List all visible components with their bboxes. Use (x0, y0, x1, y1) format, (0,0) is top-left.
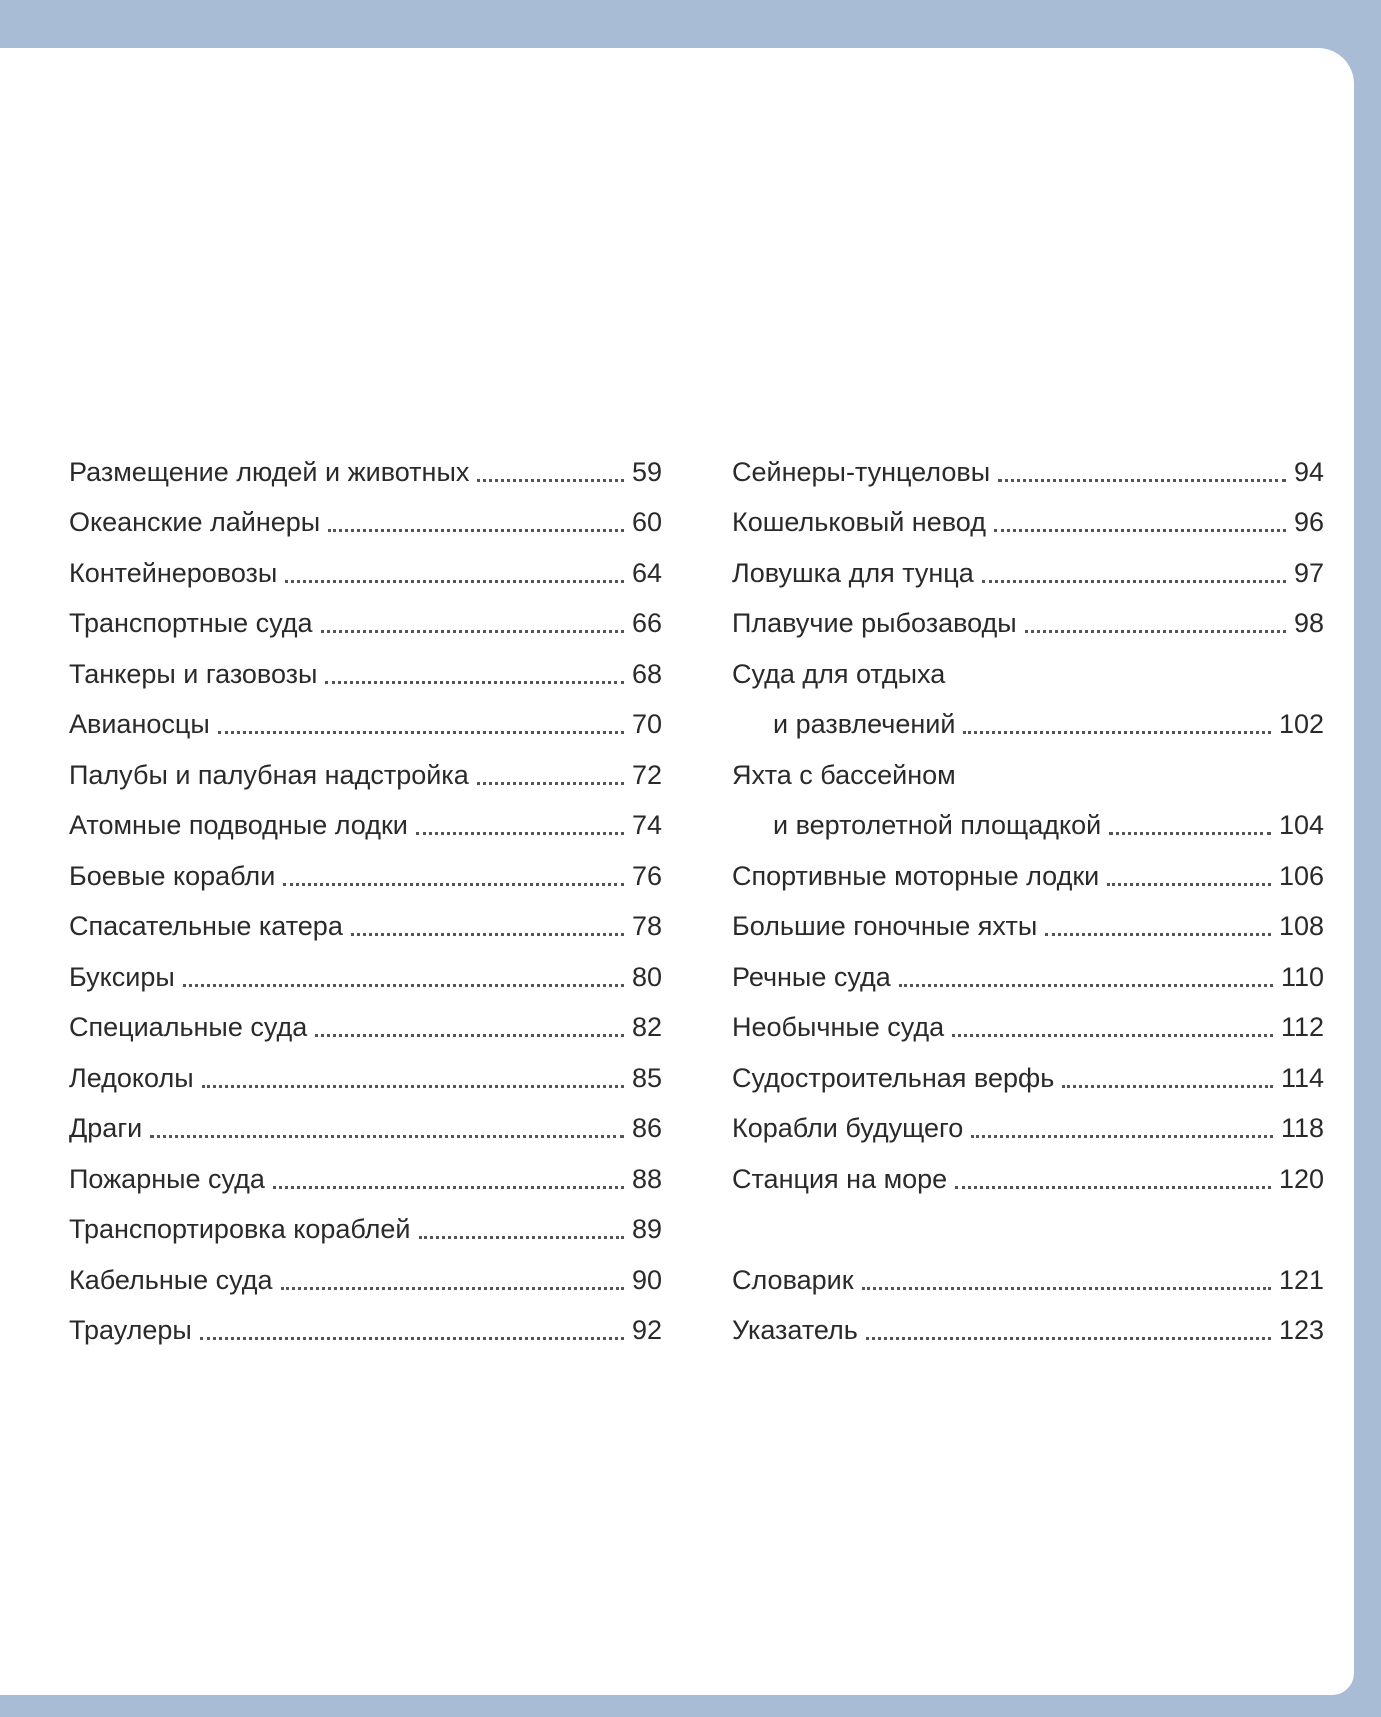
toc-entry-page: 80 (631, 961, 662, 992)
toc-entry-page: 70 (631, 708, 662, 739)
toc-entry-page: 114 (1280, 1062, 1324, 1093)
dot-leader (321, 630, 624, 633)
toc-entry (69, 1108, 662, 1148)
toc-entry (69, 1260, 662, 1300)
toc-entry-title: Океанские лайнеры (69, 506, 321, 537)
toc-entry-title: Авианосцы (69, 708, 210, 739)
toc-entry (732, 1058, 1324, 1098)
toc-entry-title: Размещение людей и животных (69, 456, 470, 487)
toc-entry-title: Контейнеровозы (69, 557, 278, 588)
dot-leader (862, 1287, 1271, 1290)
toc-entry (69, 704, 662, 744)
toc-entry (732, 1310, 1324, 1350)
toc-entry-title: Сейнеры-тунцеловы (732, 456, 991, 487)
dot-leader (416, 832, 624, 835)
toc-entry (732, 1260, 1324, 1300)
toc-entry-title: Необычные суда (732, 1011, 945, 1042)
dot-leader (218, 731, 624, 734)
toc-entry (732, 603, 1324, 643)
toc-entry (732, 805, 1324, 845)
toc-entry (69, 957, 662, 997)
dot-leader (283, 883, 624, 886)
toc-entry-page: 89 (631, 1213, 662, 1244)
toc-entry (732, 553, 1324, 593)
toc-entry-page: 72 (631, 759, 662, 790)
toc-entry (69, 603, 662, 643)
toc-entry-page: 59 (631, 456, 662, 487)
toc-entry-title: Драги (69, 1112, 143, 1143)
toc-entry (69, 553, 662, 593)
book-page (0, 48, 1354, 1695)
toc-entry (69, 755, 662, 795)
dot-leader (982, 580, 1286, 583)
toc-entry-title: Судостроительная верфь (732, 1062, 1055, 1093)
toc-entry-title: и развлечений (773, 708, 956, 739)
dot-leader (351, 933, 624, 936)
dot-leader (325, 681, 624, 684)
toc-entry-page: 112 (1280, 1011, 1324, 1042)
toc-entry-title: Пожарные суда (69, 1163, 265, 1194)
toc-entry-page: 90 (631, 1264, 662, 1295)
toc-entry-title: Суда для отдыха (732, 658, 946, 689)
dot-leader (477, 782, 624, 785)
toc-entry-title: Большие гоночные яхты (732, 910, 1038, 941)
toc-entry-page: 102 (1278, 708, 1324, 739)
toc-entry-title: Спасательные катера (69, 910, 343, 941)
toc-entry-title: Ловушка для тунца (732, 557, 974, 588)
toc-entry (69, 1209, 662, 1249)
toc-entry-page: 92 (631, 1314, 662, 1345)
dot-leader (1109, 832, 1271, 835)
toc-entry (69, 906, 662, 946)
toc-entry-title: Транспортировка кораблей (69, 1213, 411, 1244)
toc-entry-page: 64 (631, 557, 662, 588)
toc-entry-page: 60 (631, 506, 662, 537)
dot-leader (281, 1287, 624, 1290)
toc-entry-page: 121 (1278, 1264, 1324, 1295)
toc-entry-page: 88 (631, 1163, 662, 1194)
toc-entry-page: 96 (1293, 506, 1324, 537)
toc-entry-title: Ледоколы (69, 1062, 194, 1093)
toc-entry-title: Указатель (732, 1314, 858, 1345)
dot-leader (952, 1034, 1273, 1037)
dot-leader (1045, 933, 1271, 936)
toc-entry (69, 654, 662, 694)
dot-leader (477, 479, 624, 482)
dot-leader (1062, 1085, 1273, 1088)
dot-leader (1025, 630, 1286, 633)
toc-entry (732, 906, 1324, 946)
toc-entry (69, 856, 662, 896)
toc-entry-page: 74 (631, 809, 662, 840)
toc-entry-page: 66 (631, 607, 662, 638)
toc-entry-title: и вертолетной площадкой (773, 809, 1102, 840)
dot-leader (328, 529, 624, 532)
toc-entry-page: 97 (1293, 557, 1324, 588)
toc-entry (732, 1007, 1324, 1047)
toc-entry-title: Кабельные суда (69, 1264, 273, 1295)
toc-entry-page: 120 (1278, 1163, 1324, 1194)
toc-entry-title: Словарик (732, 1264, 854, 1295)
toc-entry (732, 856, 1324, 896)
dot-leader (419, 1236, 624, 1239)
toc-entry (69, 1159, 662, 1199)
toc-entry-page: 106 (1278, 860, 1324, 891)
toc-entry (732, 957, 1324, 997)
toc-entry-page: 76 (631, 860, 662, 891)
dot-leader (150, 1135, 624, 1138)
dot-leader (971, 1135, 1273, 1138)
dot-leader (899, 984, 1273, 987)
toc-entry-page: 86 (631, 1112, 662, 1143)
dot-leader (866, 1337, 1271, 1340)
dot-leader (1107, 883, 1271, 886)
toc-entry-title: Речные суда (732, 961, 891, 992)
toc-entry-page: 85 (631, 1062, 662, 1093)
dot-leader (273, 1186, 624, 1189)
toc-entry-title: Плавучие рыбозаводы (732, 607, 1017, 638)
toc-entry-title: Специальные суда (69, 1011, 308, 1042)
toc-entry (69, 1007, 662, 1047)
dot-leader (202, 1085, 624, 1088)
toc-entry-title: Боевые корабли (69, 860, 276, 891)
toc-entry-title: Буксиры (69, 961, 175, 992)
toc-entry (69, 1058, 662, 1098)
toc-entry-page: 98 (1293, 607, 1324, 638)
toc-entry (732, 1108, 1324, 1148)
toc-entry (69, 1310, 662, 1350)
dot-leader (183, 984, 624, 987)
toc-entry-heading (732, 654, 1324, 694)
dot-leader (200, 1337, 624, 1340)
dot-leader (994, 529, 1286, 532)
toc-entry-heading (732, 755, 1324, 795)
toc-entry (69, 452, 662, 492)
dot-leader (963, 731, 1270, 734)
toc-entry-page: 78 (631, 910, 662, 941)
toc-entry-title: Спортивные моторные лодки (732, 860, 1100, 891)
toc-entry-title: Яхта с бассейном (732, 759, 956, 790)
toc-entry-page: 108 (1278, 910, 1324, 941)
toc-entry-page: 118 (1280, 1112, 1324, 1143)
toc-entry-page: 104 (1278, 809, 1324, 840)
toc-entry (732, 1159, 1324, 1199)
toc-entry-title: Танкеры и газовозы (69, 658, 318, 689)
toc-entry-page: 110 (1280, 961, 1324, 992)
toc-entry (732, 502, 1324, 542)
toc-entry-title: Станция на море (732, 1163, 948, 1194)
toc-entry (69, 502, 662, 542)
toc-entry (732, 704, 1324, 744)
toc-entry-title: Транспортные суда (69, 607, 313, 638)
toc-entry-title: Корабли будущего (732, 1112, 964, 1143)
dot-leader (315, 1034, 624, 1037)
toc-entry-page: 82 (631, 1011, 662, 1042)
toc-entry-title: Палубы и палубная надстройка (69, 759, 469, 790)
toc-entry (732, 452, 1324, 492)
dot-leader (998, 479, 1286, 482)
dot-leader (285, 580, 624, 583)
toc-entry-page: 94 (1293, 456, 1324, 487)
toc-entry-title: Траулеры (69, 1314, 192, 1345)
toc-entry-title: Атомные подводные лодки (69, 809, 408, 840)
toc-entry (69, 805, 662, 845)
toc-entry-page: 68 (631, 658, 662, 689)
toc-entry-title: Кошельковый невод (732, 506, 986, 537)
toc-entry-page: 123 (1278, 1314, 1324, 1345)
dot-leader (955, 1186, 1271, 1189)
